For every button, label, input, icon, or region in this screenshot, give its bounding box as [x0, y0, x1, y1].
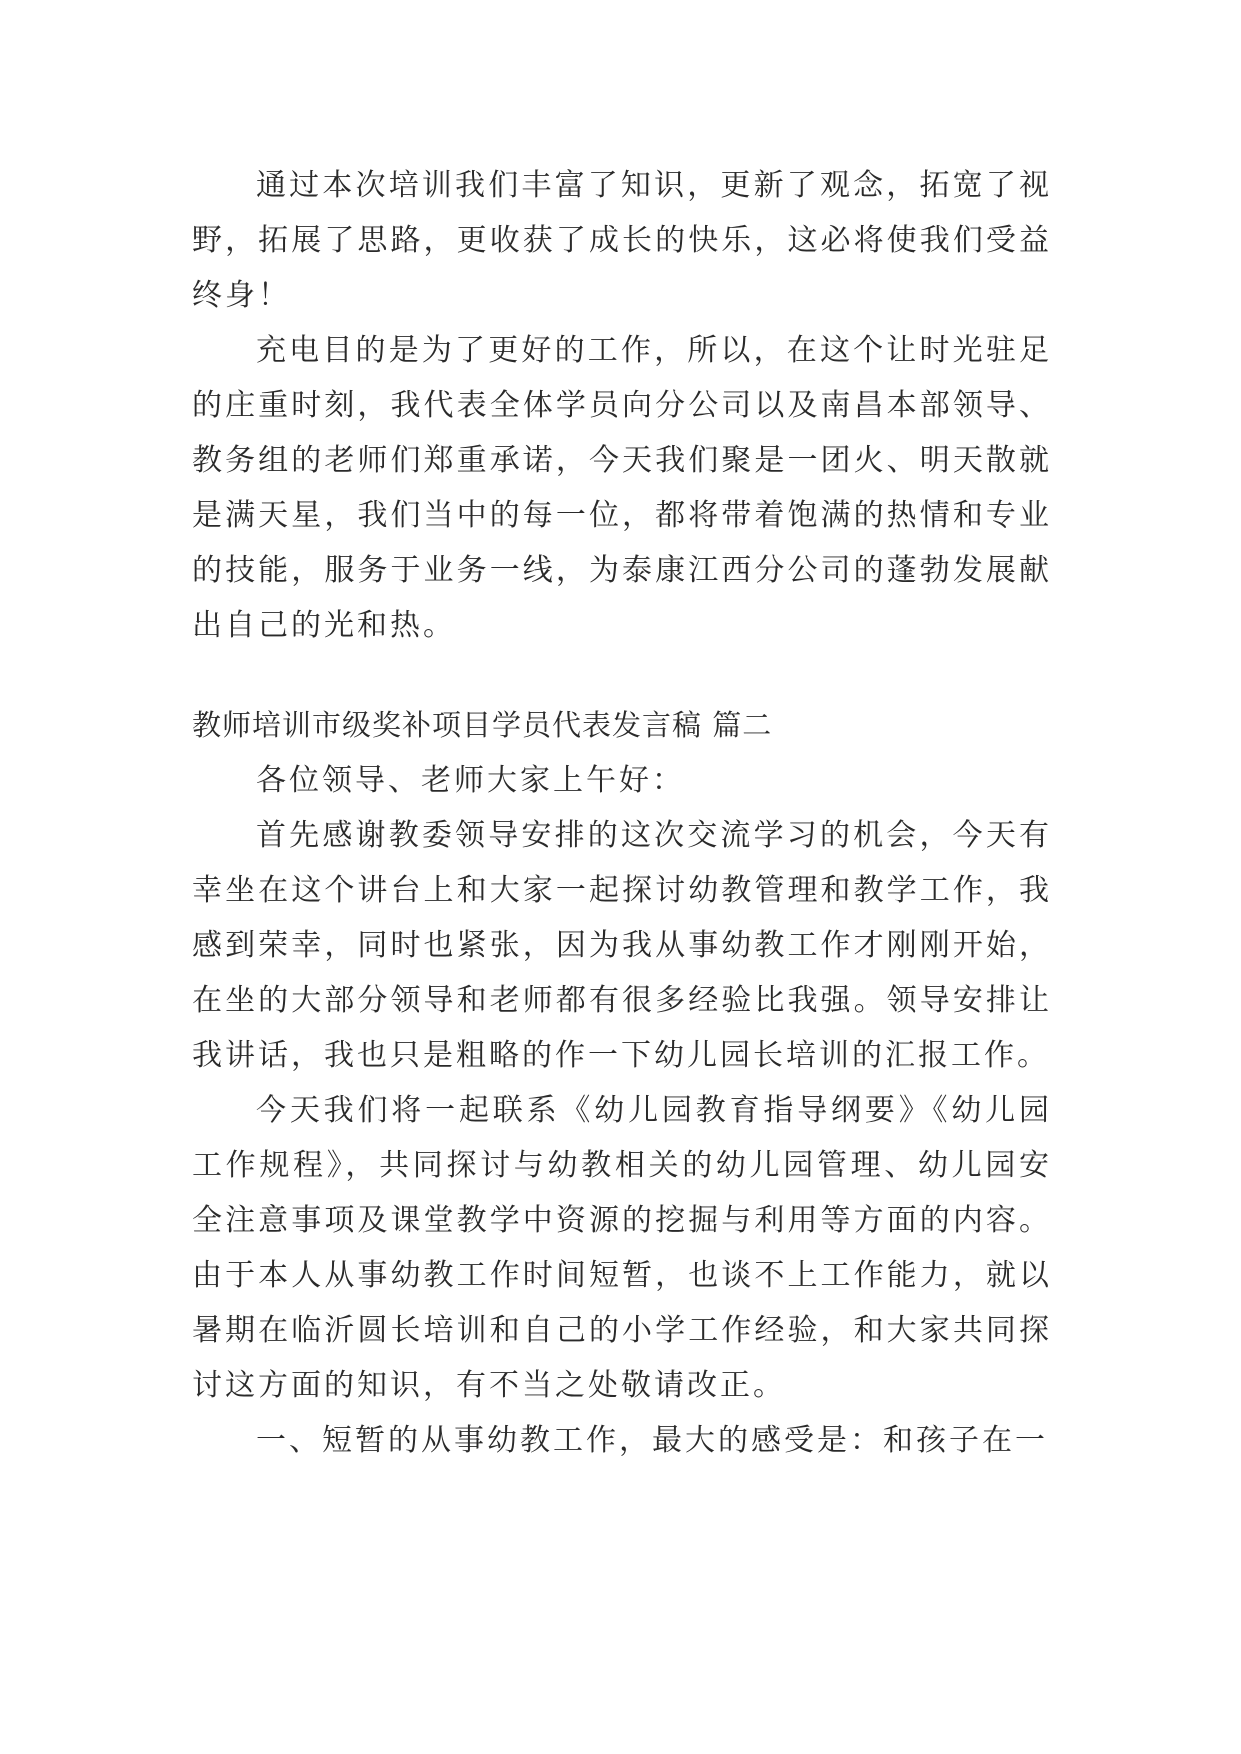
paragraph: 充电目的是为了更好的工作，所以，在这个让时光驻足的庄重时刻，我代表全体学员向分公司以及南昌本部领导、教务组的老师们郑重承诺，今天我们聚是一团火、明天散就是满天星，我们当中的每一位，都将带着饱满的热情和专业的技能，服务于业务一线，为泰康江西分公司的蓬勃发展献出自己的光和热。 [192, 333, 1052, 643]
document-body [192, 158, 1052, 1468]
paragraph: 通过本次培训我们丰富了知识，更新了观念，拓宽了视野，拓展了思路，更收获了成长的快乐，这必将使我们受益终身！ [192, 168, 1052, 313]
paragraph: 首先感谢教委领导安排的这次交流学习的机会，今天有幸坐在这个讲台上和大家一起探讨幼教管理和教学工作，我感到荣幸，同时也紧张，因为我从事幼教工作才刚刚开始，在坐的大部分领导和老师都有很多经验比我强。领导安排让我讲话，我也只是粗略的作一下幼儿园长培训的汇报工作。 [192, 818, 1052, 1073]
paragraph: 一、短暂的从事幼教工作，最大的感受是：和孩子在一 [256, 1423, 1048, 1458]
section-title: 教师培训市级奖补项目学员代表发言稿 篇二 [192, 708, 773, 742]
paragraph: 今天我们将一起联系《幼儿园教育指导纲要》《幼儿园工作规程》，共同探讨与幼教相关的幼儿园管理、幼儿园安全注意事项及课堂教学中资源的挖掘与利用等方面的内容。由于本人从事幼教工作时间短暂，也谈不上工作能力，就以暑期在临沂圆长培训和自己的小学工作经验，和大家共同探讨这方面的知识，有不当之处敬请改正。 [192, 1093, 1052, 1403]
greeting-paragraph: 各位领导、老师大家上午好： [256, 763, 685, 798]
